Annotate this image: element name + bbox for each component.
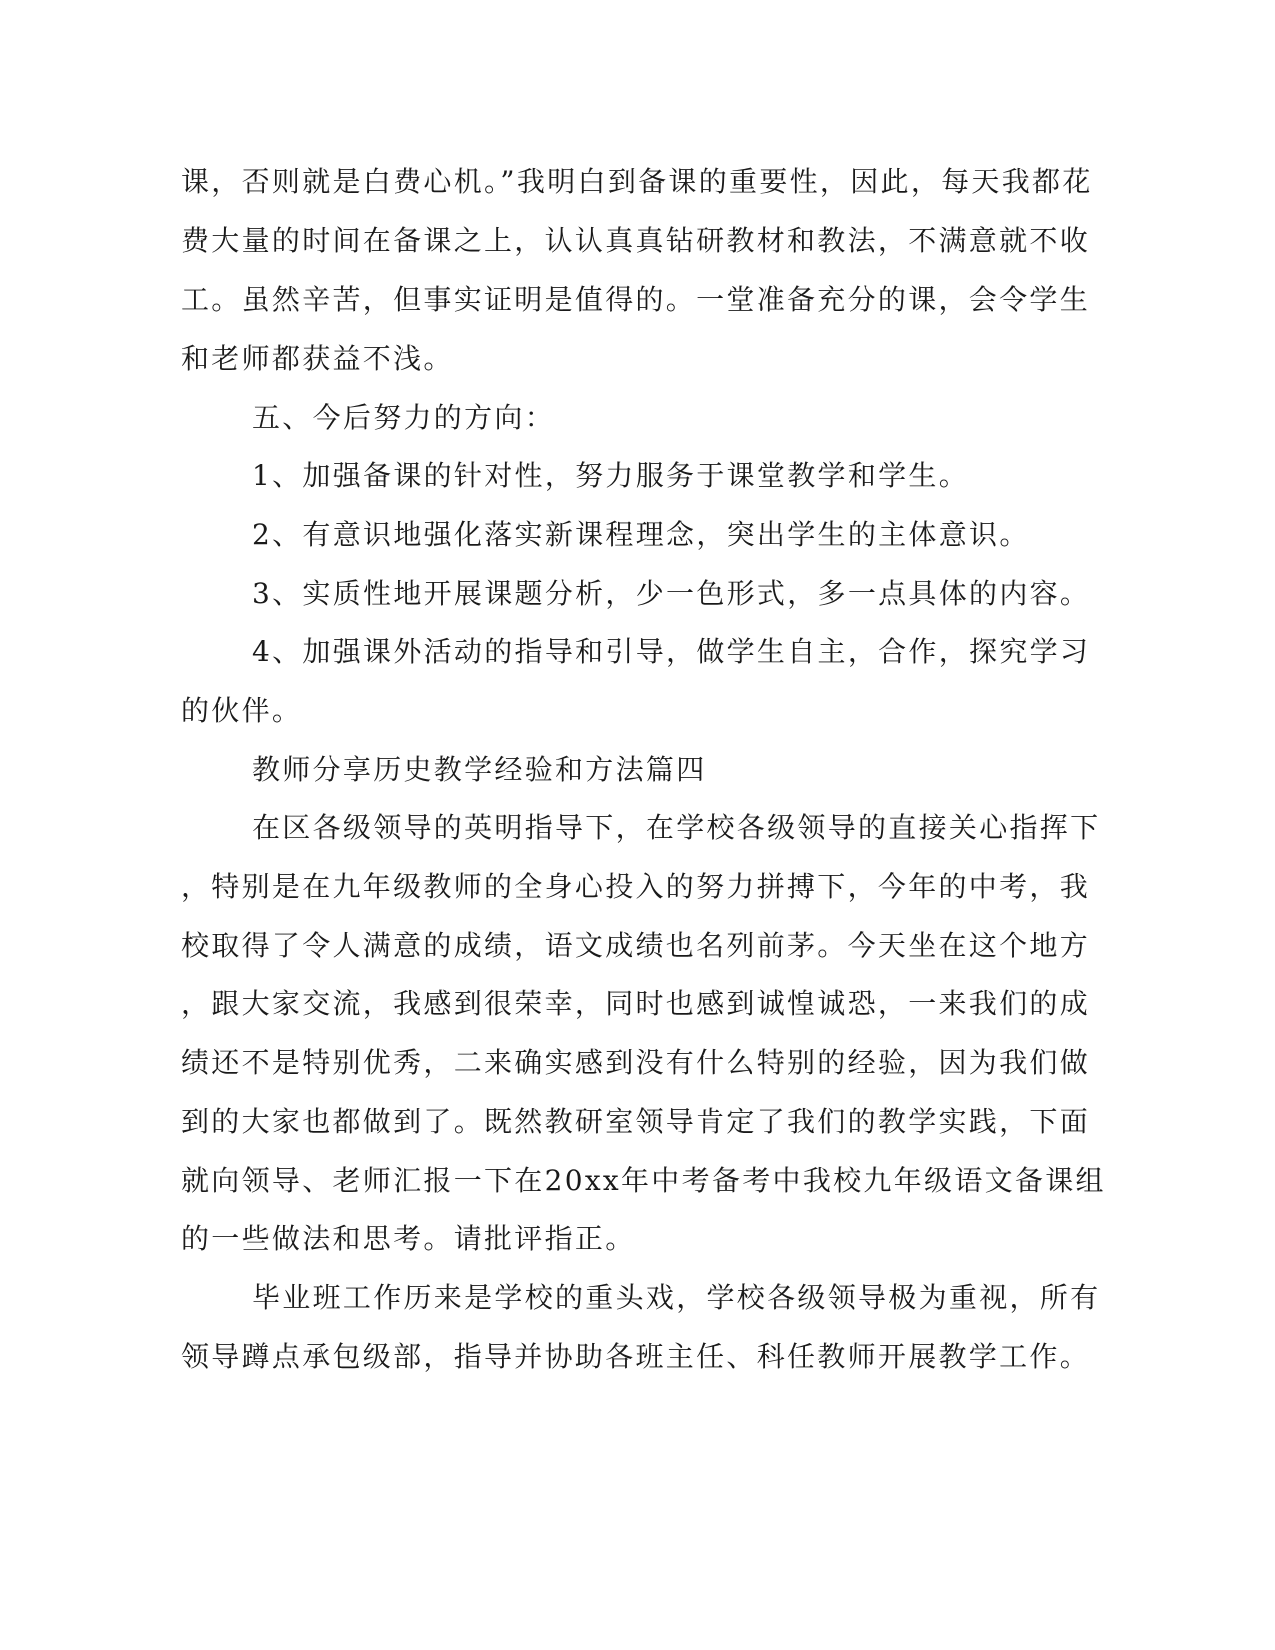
list-item: 1、加强备课的针对性，努力服务于课堂教学和学生。	[252, 459, 970, 492]
paragraph-line: 毕业班工作历来是学校的重头戏，学校各级领导极为重视，所有	[252, 1281, 1101, 1314]
paragraph-line: 课，否则就是白费心机。”我明白到备课的重要性，因此，每天我都花	[181, 165, 1093, 198]
paragraph-line: 校取得了令人满意的成绩，语文成绩也名列前茅。今天坐在这个地方	[181, 929, 1091, 962]
paragraph-line: 的一些做法和思考。请批评指正。	[181, 1222, 636, 1255]
paragraph-line: ，特别是在九年级教师的全身心投入的努力拼搏下，今年的中考，我	[181, 870, 1091, 903]
paragraph-line: 就向领导、老师汇报一下在20xx年中考备考中我校九年级语文备课组	[181, 1164, 1106, 1197]
article-title: 教师分享历史教学经验和方法篇四	[252, 753, 707, 786]
paragraph-line: 绩还不是特别优秀，二来确实感到没有什么特别的经验，因为我们做	[181, 1046, 1091, 1079]
paragraph-line: 和老师都获益不浅。	[181, 342, 454, 375]
paragraph-line: 到的大家也都做到了。既然教研室领导肯定了我们的教学实践，下面	[181, 1105, 1091, 1138]
list-item: 3、实质性地开展课题分析，少一色形式，多一点具体的内容。	[252, 577, 1091, 610]
paragraph-line: 领导蹲点承包级部，指导并协助各班主任、科任教师开展教学工作。	[181, 1340, 1091, 1373]
paragraph-line: ，跟大家交流，我感到很荣幸，同时也感到诚惶诚恐，一来我们的成	[181, 987, 1091, 1020]
section-heading: 五、今后努力的方向：	[252, 401, 556, 434]
paragraph-line: 在区各级领导的英明指导下，在学校各级领导的直接关心指挥下	[252, 811, 1101, 844]
paragraph-line: 工。虽然辛苦，但事实证明是值得的。一堂准备充分的课，会令学生	[181, 283, 1091, 316]
list-item-continuation: 的伙伴。	[181, 694, 303, 727]
paragraph-line: 费大量的时间在备课之上，认认真真钻研教材和教法，不满意就不收	[181, 224, 1091, 257]
list-item: 4、加强课外活动的指导和引导，做学生自主，合作，探究学习	[252, 635, 1091, 668]
list-item: 2、有意识地强化落实新课程理念，突出学生的主体意识。	[252, 518, 1030, 551]
